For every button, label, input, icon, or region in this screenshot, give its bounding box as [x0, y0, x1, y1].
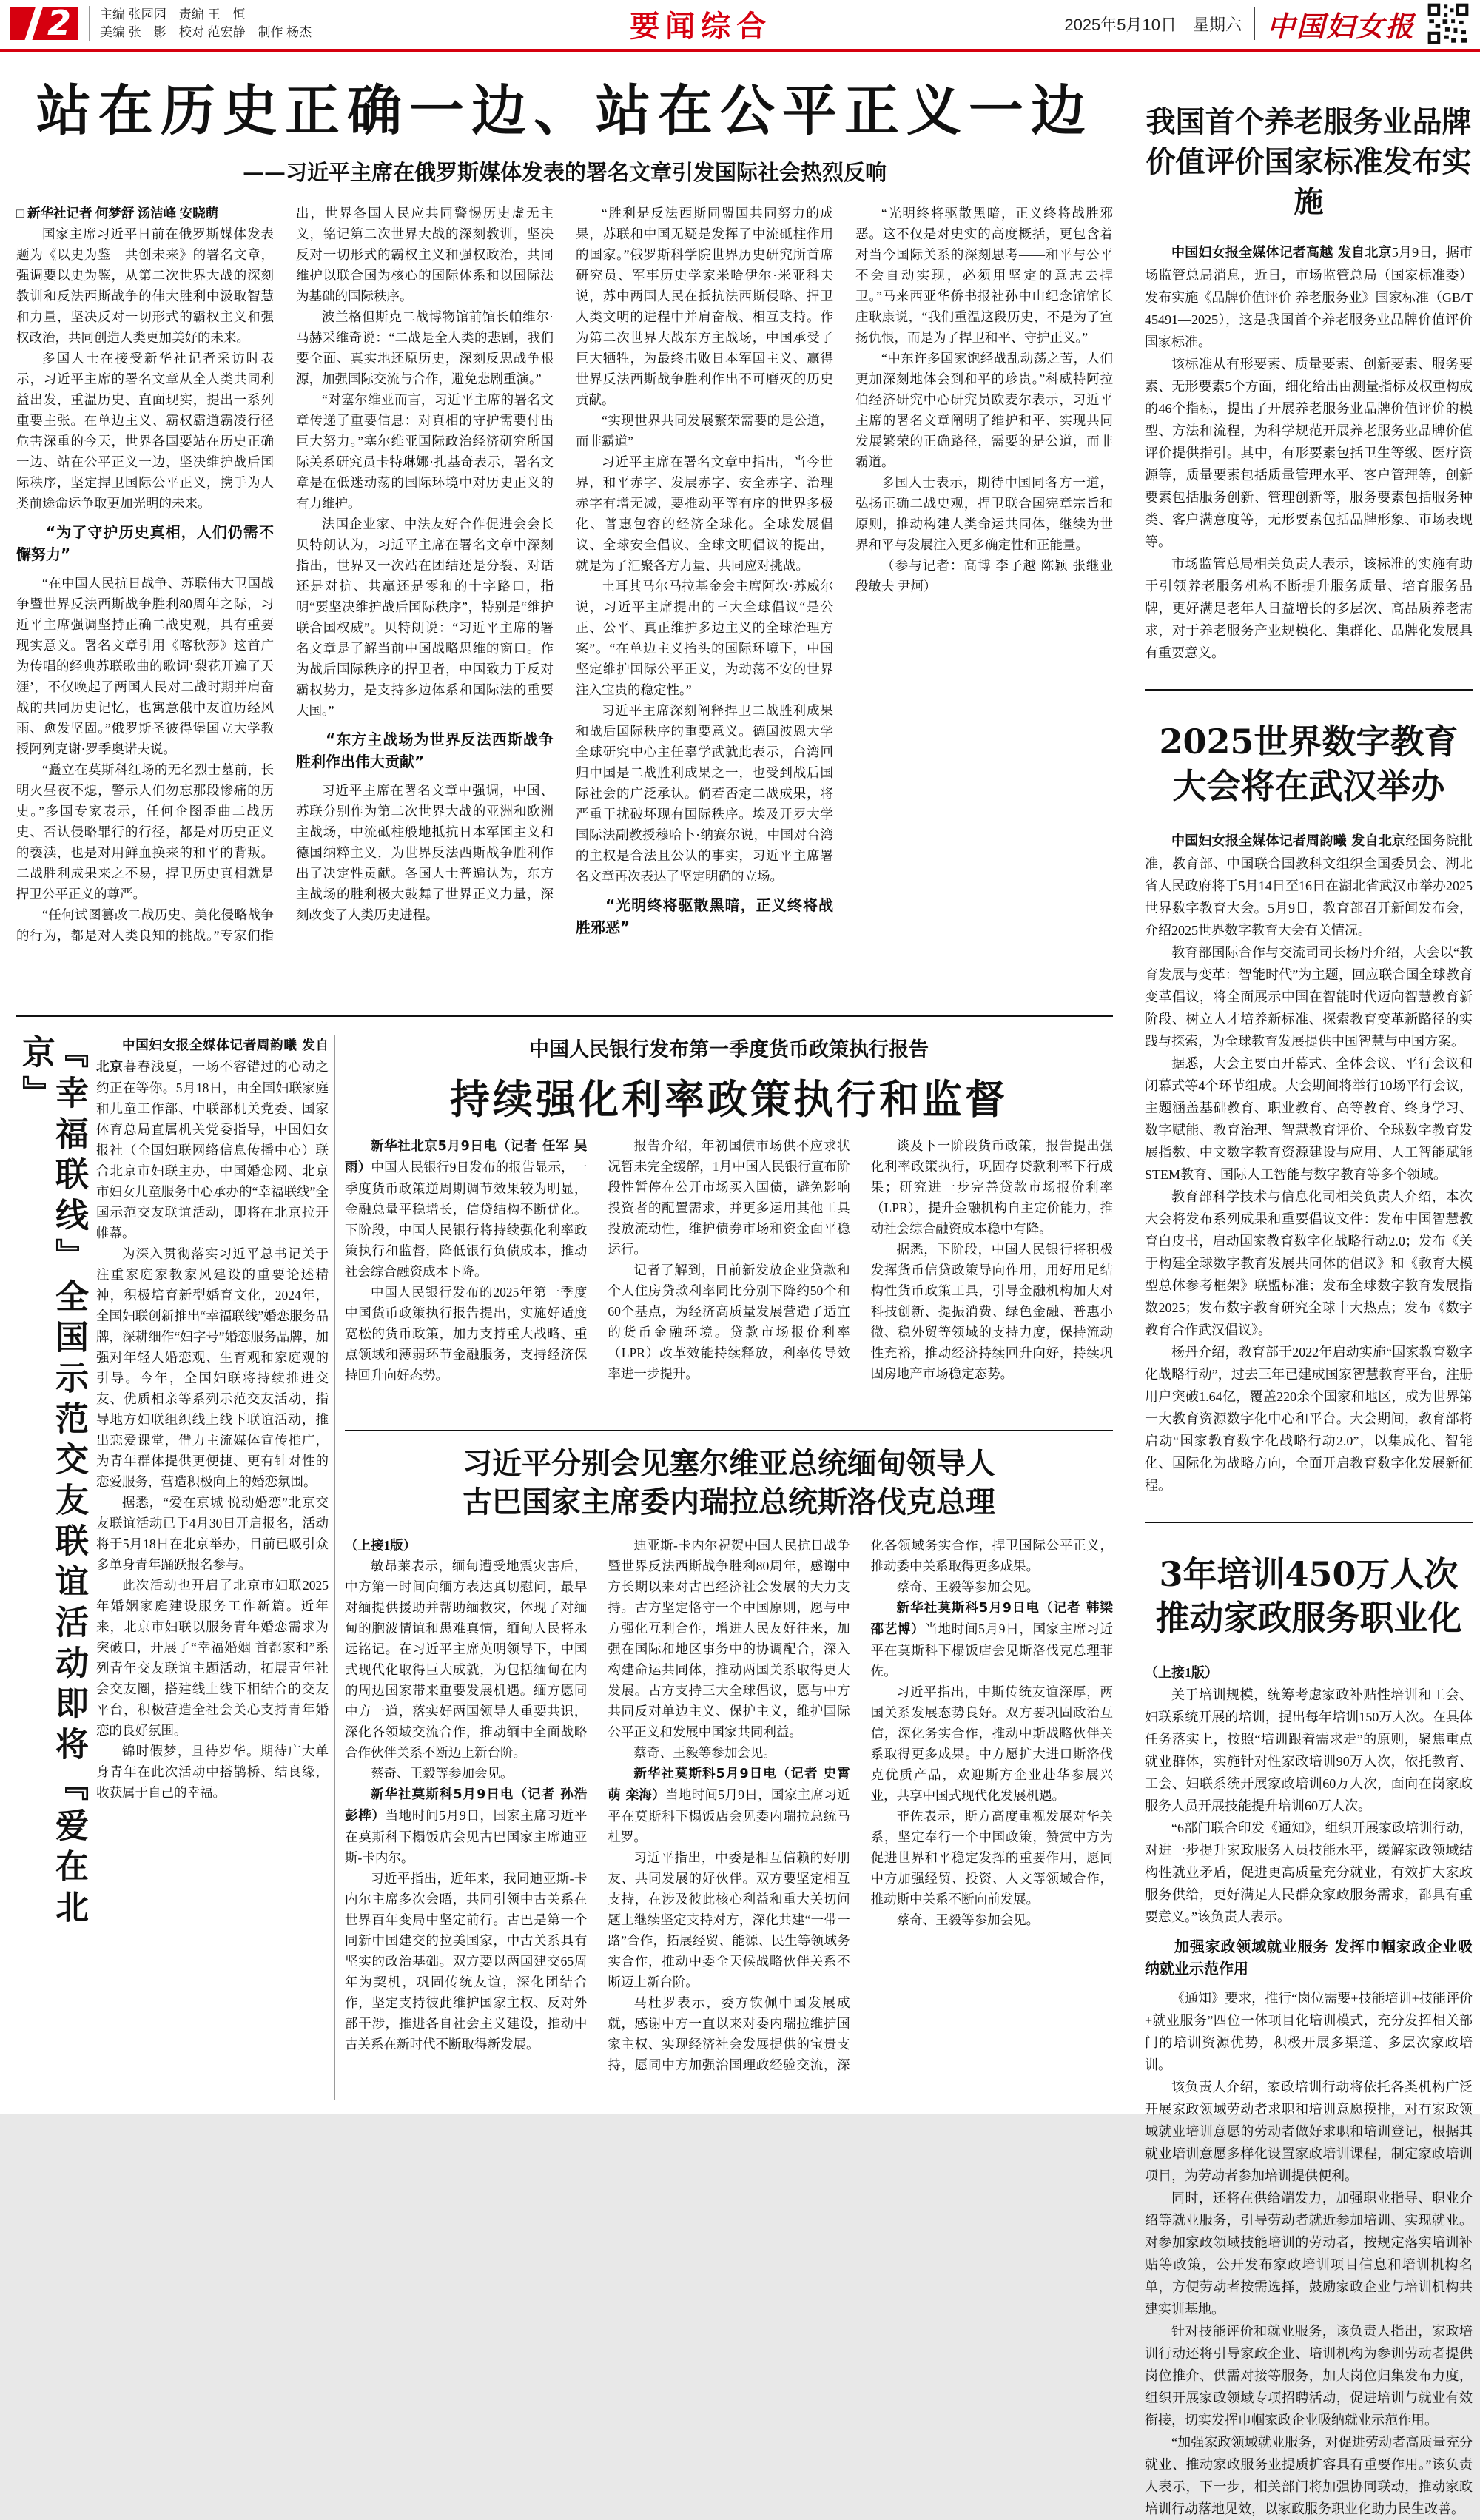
paragraph: 加强家政领域就业服务 发挥巾帼家政企业吸纳就业示范作用: [1145, 1938, 1473, 1978]
masthead-red-rule: [0, 49, 1480, 52]
paragraph: 菲佐表示，斯方高度重视发展对华关系，坚定奉行一个中国政策，赞赏中方为促进世界和平稳定发挥的重要作用，愿同中方加强经贸、投资、人文等领域合作，推动斯中关系不断向前发展。: [870, 1809, 1113, 1906]
paragraph: 新华社莫斯科5月9日电（记者 韩梁 邵艺博）当地时间5月9日，国家主席习近平在莫斯科下榻饭店会见斯洛伐克总理菲佐。: [870, 1601, 1113, 1679]
paragraph: 记者了解到，目前新发放企业贷款和个人住房贷款利率同比分别下降约50个和60个基点，为经济高质量发展营造了适宜的货币金融环境。贷款市场报价利率（LPR）改革效能持续释放，利率传导效率进一步提升。: [608, 1263, 850, 1381]
elder-care-body: [1145, 241, 1473, 664]
meetings-article: [345, 1440, 1113, 2075]
meetings-headline: [345, 1445, 1113, 1522]
pboc-body-columns: [345, 1135, 1113, 1396]
paragraph: 据悉，大会主要由开幕式、全体会议、平行会议和闭幕式等4个环节组成。大会期间将举行10场平行会议，主题涵盖基础教育、职业教育、高等教育、终身学习、数字赋能、教育治理、智慧教育评价、全球数字教育发展指数、中文数字教育资源建设与应用、人工智能赋能STEM教育、国际人工智能与数字教育等多个领域。: [1145, 1055, 1473, 1182]
paragraph: 马杜罗表示，委方钦佩中国发展成就，感谢中方一直以来对委内瑞拉维护国家主权、实现经济社会发展提供的宝贵支持，愿同中方加强治国理政经验交流，深化各领域务实合作，捍卫国际公平正义，推动委中关系取得更多成果。: [608, 1538, 1113, 2072]
paragraph: “任何试图篡改二战历史、美化侵略战争的行为，都是对人类良知的挑战。”专家们指出，世界各国人民应共同警惕历史虚无主义，铭记第二次世界大战的深刻教训，坚决反对一切形式的霸权主义和强权政治，共同维护以联合国为核心的国际体系和以国际法为基础的国际秩序。: [16, 205, 554, 943]
paragraph: 据悉，“爱在京城 悦动婚恋”北京交友联谊活动已于4月30日开启报名，活动将于5月18日在北京举办，目前已吸引众多单身青年踊跃报名参与。: [96, 1495, 329, 1572]
staff-line-1: 主编 张园园 责编 王 恒: [100, 7, 246, 21]
page-number: 2: [47, 3, 71, 43]
paragraph: 关于培训规模，统筹考虑家政补贴性培训和工会、妇联系统开展的培训，提出每年培训150万人次。在具体任务落实上，按照“培训跟着需求走”的原则，聚焦重点就业群体，实施针对性家政培训90万人次，依托教育、工会、妇联系统开展家政培训60万人次，面向在岗家政服务人员开展技能提升培训60万人次。: [1145, 1687, 1473, 1814]
paragraph: 为深入贯彻落实习近平总书记关于注重家庭家教家风建设的重要论述精神，积极培育新型婚育文化，2024年，全国妇联创新推出“幸福联线”婚恋服务品牌，深耕细作“妇字号”婚恋服务品牌，加强对年轻人婚恋观、生育观和家庭观的引导。今年，全国妇联将持续推进交友、优质相亲等系列示范交友活动，指导地方妇联组织线上线下联谊活动，推出恋爱课堂，借力主流媒体宣传推广，为青年群体提供更便捷、更有针对性的恋爱服务，营造积极向上的婚恋氛围。: [96, 1246, 329, 1489]
paragraph: 市场监管总局相关负责人表示，该标准的实施有助于引领养老服务机构不断提升服务质量、培育服务品牌，更好满足老年人日益增长的多层次、高品质养老需求，对于养老服务产业规模化、集群化、品牌化发展具有重要意义。: [1145, 557, 1473, 660]
paragraph: 习近平主席深刻阐释捍卫二战胜利成果和战后国际秩序的重要意义。德国波恩大学全球研究中心主任辜学武就此表示，台湾回归中国是二战胜利成果之一，也受到战后国际社会的广泛承认。倘若否定二战成果，将严重干扰破坏现有国际秩序。埃及开罗大学国际法副教授穆哈卜·纳赛尔说，中国对台湾的主权是合法且公认的事实，习近平主席署名文章再次表达了坚定明确的立场。: [576, 702, 833, 884]
paragraph: 新华社北京5月9日电（记者 任军 吴雨）中国人民银行9日发布的报告显示，一季度货币政策逆周期调节效果较为明显，金融总量平稳增长，信贷结构不断优化。下阶段，中国人民银行将持续强化利率政策执行和监督，降低银行负债成本，推动社会综合融资成本下降。: [345, 1139, 588, 1279]
paragraph: “为了守护历史真相，人们仍需不懈努力”: [16, 523, 274, 563]
rail-divider-2: [1145, 1522, 1473, 1523]
paragraph: “光明终将驱散黑暗，正义终将战胜邪恶”: [576, 896, 833, 936]
paragraph: （上接1版）: [1145, 1665, 1218, 1681]
lead-deck: ——习近平主席在俄罗斯媒体发表的署名文章引发国际社会热烈反响: [242, 159, 887, 185]
paragraph: （参与记者：高博 李子越 陈颖 张继业 段敏夫 尹炣）: [855, 557, 1113, 594]
paragraph: 蔡奇、王毅等参加会见。: [633, 1745, 776, 1760]
staff-line-2: 美编 张 影 校对 范宏静 制作 杨杰: [100, 25, 312, 39]
housekeeping-headline-line1: 3年培训450万人次: [1159, 1553, 1459, 1594]
vertical-divider-left: [334, 1035, 335, 2100]
paragraph: “对塞尔维亚而言，习近平主席的署名文章传递了重要信息：对真相的守护需要付出巨大努力。”塞尔维亚国际政治经济研究所国际关系研究员卡特琳娜·扎基奇表示，署名文章是在低迷动荡的国际环境中对历史正义的有力维护。: [296, 392, 554, 511]
paragraph: “中东许多国家饱经战乱动荡之苦，人们更加深刻地体会到和平的珍贵。”科威特阿拉伯经济研究中心研究员欧麦尔表示，习近平主席的署名文章阐明了维护和平、实现共同发展繁荣的正确路径，需要的是公道，而非霸道。: [855, 350, 1113, 469]
paragraph: 教育部科学技术与信息化司相关负责人介绍，本次大会将发布系列成果和重要倡议文件：发布中国智慧教育白皮书，启动国家教育数字化战略行动2.0；发布《关于构建全球数字教育发展共同体的倡议》和《教育大模型总体参考框架》联盟标准；发布全球数字教育发展指数2025；发布数字教育研究全球十大热点；发布《数字教育合作武汉倡议》。: [1145, 1189, 1473, 1337]
paragraph: 敏昂莱表示，缅甸遭受地震灾害后，中方第一时间向缅方表达真切慰问，最早对缅提供援助并帮助缅救灾，体现了对缅甸的胞波情谊和患难真情，缅甸人民将永远铭记。在习近平主席英明领导下，中国式现代化取得巨大成就，为包括缅甸在内的周边国家带来重要发展机遇。缅方愿同中方一道，落实好两国领导人重要共识，深化各领域交流合作，推动缅中全面战略合作伙伴关系不断迈上新台阶。: [345, 1559, 588, 1760]
paragraph: 同时，还将在供给端发力，加强职业指导、职业介绍等就业服务，引导劳动者就近参加培训、实现就业。对参加家政领域技能培训的劳动者，按规定落实培训补贴等政策，公开发布家政培训项目信息和培训机构名单，方便劳动者按需选择，鼓励家政企业与培训机构共建实训基地。: [1145, 2191, 1473, 2317]
happiness-link-article: [16, 1035, 329, 2100]
lead-article: [16, 62, 1113, 947]
page-number-logo: [10, 3, 78, 43]
paragraph: 锦时假梦，且待岁华。期待广大单身青年在此次活动中搭鹊桥、结良缘，收获属于自己的幸福。: [96, 1744, 329, 1800]
lead-headline: 站在历史正确一边、站在公平正义一边: [36, 79, 1093, 143]
lead-body-columns: [16, 203, 1113, 947]
paragraph: 杨丹介绍，教育部于2022年启动实施“国家教育数字化战略行动”，过去三年已建成国家智慧教育平台，注册用户突破1.64亿，覆盖220余个国家和地区，成为世界第一大教育资源数字化中心和平台。大会期间，教育部将启动“国家教育数字化战略行动2.0”，以集成化、智能化、国际化为战略方向，全面开启教育数字化发展新征程。: [1145, 1344, 1473, 1493]
paragraph: 习近平指出，近年来，我同迪亚斯-卡内尔主席多次会晤，共同引领中古关系在世界百年变局中坚定前行。古巴是第一个同新中国建交的拉美国家，中古关系具有坚实的政治基础。双方要以两国建交65周年为契机，巩固传统友谊，深化团结合作，坚定支持彼此维护国家主权、反对外部干涉，推进各自社会主义建设，推动中古关系在新时代不断取得新发展。: [345, 1871, 588, 2052]
paragraph: 迪亚斯-卡内尔祝贺中国人民抗日战争暨世界反法西斯战争胜利80周年，感谢中方长期以来对古巴经济社会发展的大力支持。古方坚定恪守一个中国原则，愿与中方强化互利合作，增进人民友好往来，加强在国际和地区事务中的协调配合，深入构建命运共同体，推动两国关系取得更大发展。古方支持三大全球倡议，愿与中方共同反对单边主义、保护主义，维护国际公平正义和发展中国家共同利益。: [608, 1538, 850, 1739]
paragraph: 该标准从有形要素、质量要素、创新要素、服务要素、无形要素5个方面，细化给出由测量指标及权重构成的46个指标，提出了开展养老服务业品牌价值评价的模型、方法和流程，为科学规范开展养老服务业品牌价值评价提供指引。其中，有形要素包括卫生等级、医疗资源等，质量要素包括质量管理水平、客户管理等，创新要素包括服务创新、管理创新等，服务要素包括服务种类、客户满意度等，无形要素包括品牌形象、市场表现等。: [1145, 357, 1473, 549]
paragraph: “在中国人民抗日战争、苏联伟大卫国战争暨世界反法西斯战争胜利80周年之际，习近平主席强调坚持正确二战史观，具有重要现实意义。署名文章引用《喀秋莎》这首广为传唱的经典苏联歌曲的歌词‘梨花开遍了天涯’，不仅唤起了两国人民对二战时期并肩奋战的共同历史记忆，也寓意俄中友谊历经风雨、愈发坚固。”俄罗斯圣彼得堡国立大学教授阿列克谢·罗季奥诺夫说。: [16, 575, 274, 756]
elder-care-standard-article: [1145, 102, 1473, 664]
paragraph: 习近平指出，中委是相互信赖的好朋友、共同发展的好伙伴。双方要坚定相互支持，在涉及彼此核心利益和重大关切问题上继续坚定支持对方，深化共建“一带一路”合作，拓展经贸、能源、民生等领域务实合作，推动中委全天候战略伙伴关系不断迈上新台阶。: [608, 1850, 850, 1989]
happiness-vertical-headline: 『幸福联线』全国示范交友联谊活动即将『爱在北京』: [16, 1035, 89, 1930]
paragraph: “光明终将驱散黑暗，正义终将战胜邪恶。这不仅是对史实的高度概括，更包含着对当今国际关系的深刻思考——和平与公平不会自动实现，必须用坚定的意志去捍卫。”马来西亚华侨书报社孙中山纪念馆馆长庄耿康说，“我们重温这段历史，不是为了宣扬仇恨，而是为了捍卫和平、守护正义。”: [855, 205, 1113, 345]
paragraph: 习近平指出，中斯传统友谊深厚，两国关系发展态势良好。双方要巩固政治互信，深化务实合作，推动中斯战略伙伴关系取得更多成果。中方愿扩大进口斯洛伐克优质产品，欢迎斯方企业赴华参展兴业，共享中国式现代化发展机遇。: [870, 1684, 1113, 1803]
housekeeping-body: [1145, 1661, 1473, 2520]
paragraph: “矗立在莫斯科红场的无名烈士墓前，长明火昼夜不熄，警示人们勿忘那段惨痛的历史。”多国专家表示，任何企图歪曲二战历史、否认侵略罪行的行径，都是对历史正义的亵渎，也是对用鲜血换来的和平的背叛。二战胜利成果来之不易，捍卫历史真相就是捍卫公平正义的尊严。: [16, 762, 274, 901]
happiness-body: [96, 1035, 329, 2100]
paragraph: 波兰格但斯克二战博物馆前馆长帕维尔·马赫采维奇说：“二战是全人类的悲剧，我们要全面、真实地还原历史，深刻反思战争根源，加强国际交流与合作，避免悲剧重演。”: [296, 309, 554, 386]
housekeeping-headline: [1145, 1553, 1473, 1642]
horizontal-divider-middle: [345, 1430, 1113, 1431]
paragraph: 《通知》要求，推行“岗位需要+技能培训+技能评价+就业服务”四位一体项目化培训模式，充分发挥相关部门的培训资源优势，积极开展多渠道、多层次家政培训。: [1145, 1991, 1473, 2073]
pboc-report-article: [345, 1033, 1113, 1396]
paragraph: 针对技能评价和就业服务，该负责人指出，家政培训行动还将引导家政企业、培训机构为参训劳动者提供岗位推介、供需对接等服务，加大岗位归集发布力度，组织开展家政领域专项招聘活动，促进培训与就业有效衔接，切实发挥巾帼家政企业吸纳就业示范作用。: [1145, 2324, 1473, 2428]
digital-education-article: [1145, 720, 1473, 1496]
digital-education-body: [1145, 830, 1473, 1496]
header-divider: [1254, 7, 1255, 40]
paragraph: 习近平主席在署名文章中强调，中国、苏联分别作为第二次世界大战的亚洲和欧洲主战场，中流砥柱般地抵抗日本军国主义和德国纳粹主义，为世界反法西斯战争胜利作出了决定性贡献。各国人士普遍认为，东方主战场的胜利极大鼓舞了世界正义力量，深刻改变了人类历史进程。: [296, 782, 554, 922]
paragraph: 谈及下一阶段货币政策，报告提出强化利率政策执行，巩固存贷款利率下行成果；研究进一步完善贷款市场报价利率（LPR），提升金融机构自主定价能力，推动社会综合融资成本稳中有降。: [870, 1138, 1113, 1236]
pboc-headline: 持续强化利率政策执行和监督: [450, 1075, 1008, 1123]
paragraph: “东方主战场为世界反法西斯战争胜利作出伟大贡献”: [296, 730, 554, 770]
qr-code-icon: [1427, 2, 1470, 45]
newspaper-masthead: 中国妇女报: [1266, 11, 1415, 43]
staff-credits: [89, 6, 312, 41]
paragraph: 中国妇女报全媒体记者周韵曦 发自北京暮春浅夏，一场不容错过的心动之约正在等你。5月18日，由全国妇联家庭和儿童工作部、中联部机关党委、国家体育总局直属机关党委指导，中国妇女报社（全国妇联网络信息传播中心）联合北京市妇联主办，中国婚恋网、北京市妇女儿童服务中心承办的“幸福联线”全国示范交友联谊活动，即将在北京拉开帷幕。: [96, 1038, 329, 1240]
paragraph: “实现世界共同发展繁荣需要的是公道，而非霸道”: [576, 412, 833, 448]
paragraph: 该负责人介绍，家政培训行动将依托各类机构广泛开展家政领域劳动者求职和培训意愿摸排，对有家政领域就业培训意愿的劳动者做好求职和培训登记，根据其就业培训意愿多样化设置家政培训课程，制定家政培训项目，为劳动者参加培训提供便利。: [1145, 2080, 1473, 2184]
right-rail: [1131, 62, 1473, 2517]
page-header: [0, 0, 1480, 47]
horizontal-divider-main: [16, 1015, 1113, 1017]
digital-education-headline-line2: 大会将在武汉举办: [1172, 765, 1445, 806]
meetings-body-columns: [345, 1535, 1113, 2075]
paragraph: 蔡奇、王毅等参加会见。: [896, 1579, 1040, 1594]
paragraph: 多国人士表示，期待中国同各方一道，弘扬正确二战史观，捍卫联合国宪章宗旨和原则，推动构建人类命运共同体，继续为世界和平与发展注入更多确定性和正能量。: [855, 474, 1113, 552]
pboc-kicker: 中国人民银行发布第一季度货币政策执行报告: [529, 1038, 929, 1061]
paragraph: 据悉，下阶段，中国人民银行将积极发挥货币信贷政策导向作用，用好用足结构性货币政策工具，引导金融机构加大对科技创新、提振消费、绿色金融、普惠小微、稳外贸等领域的支持力度，保持流动性充裕，推动经济持续回升向好，持续巩固房地产市场稳定态势。: [870, 1242, 1113, 1381]
digital-education-headline: [1145, 720, 1473, 809]
meetings-headline-line1: 习近平分别会见塞尔维亚总统缅甸领导人: [462, 1446, 995, 1481]
rail-divider-1: [1145, 689, 1473, 691]
paragraph: 中国妇女报全媒体记者高越 发自北京5月9日，据市场监管总局消息，近日，市场监管总局（国家标准委）发布实施《品牌价值评价 养老服务业》国家标准（GB/T 45491—2025），这是我国首个养老服务业品牌价值评价国家标准。: [1145, 245, 1473, 349]
paragraph: 习近平主席在署名文章中指出，当今世界，和平赤字、发展赤字、安全赤字、治理赤字有增无减，要推动平等有序的世界多极化、普惠包容的经济全球化。全球发展倡议、全球安全倡议、全球文明倡议的提出，就是为了汇聚各方力量、共同应对挑战。: [576, 454, 833, 573]
paragraph: （上接1版）: [345, 1538, 417, 1553]
publication-date: 2025年5月10日 星期六: [1064, 15, 1242, 34]
section-title: 要闻综合: [630, 9, 773, 44]
header-right: [1064, 2, 1470, 45]
paragraph: “胜利是反法西斯同盟国共同努力的成果，苏联和中国无疑是发挥了中流砥柱作用的国家。”俄罗斯科学院世界历史研究所首席研究员、军事历史学家米哈伊尔·米亚科夫说，苏中两国人民在抵抗法西斯侵略、捍卫人类文明的进程中并肩奋战、相互支持。作为第二次世界大战东方主战场，中国承受了巨大牺牲，为最终击败日本军国主义、赢得世界反法西斯战争胜利作出不可磨灭的历史贡献。: [576, 205, 833, 407]
housekeeping-training-article: [1145, 1553, 1473, 2520]
paragraph: “加强家政领域就业服务，对促进劳动者高质量充分就业、推动家政服务业提质扩容具有重要作用。”该负责人表示，下一步，相关部门将加强协同联动，推动家政培训行动落地见效，以家政服务职业化助力民生改善。: [1145, 2435, 1473, 2517]
paragraph: 国家主席习近平日前在俄罗斯媒体发表题为《以史为鉴 共创未来》的署名文章，强调要以史为鉴，从第二次世界大战的深刻教训和反法西斯战争的伟大胜利中汲取智慧和力量，坚决反对一切形式的霸权主义和强权政治，共同创造人类更加美好的未来。: [16, 226, 274, 345]
paragraph: 蔡奇、王毅等参加会见。: [371, 1766, 514, 1781]
paragraph: 教育部国际合作与交流司司长杨丹介绍，大会以“教育发展与变革：智能时代”为主题，回应联合国全球教育变革倡议，将全面展示中国在智能时代迈向智慧教育新阶段、树立人才培养新标准、探索教育变革新路径的实践与探索，为全球教育发展提供中国智慧与中国方案。: [1145, 944, 1473, 1049]
paragraph: “6部门联合印发《通知》，组织开展家政培训行动，对进一步提升家政服务人员技能水平，缓解家政领域结构性就业矛盾，促进更高质量充分就业，有效扩大家政服务供给，更好满足人民群众家政服务需求，都具有重要意义。”该负责人表示。: [1145, 1821, 1473, 1925]
paragraph: 新华社莫斯科5月9日电（记者 史霄萌 栾海）当地时间5月9日，国家主席习近平在莫斯科下榻饭店会见委内瑞拉总统马杜罗。: [608, 1767, 850, 1844]
paragraph: 法国企业家、中法友好合作促进会会长贝特朗认为，习近平主席在署名文章中深刻指出，世界又一次站在团结还是分裂、对话还是对抗、共赢还是零和的十字路口，指明“要坚决维护战后国际秩序”，特别是“维护联合国权威”。贝特朗说：“习近平主席的署名文章是了解当前中国战略思维的窗口。作为战后国际秩序的捍卫者，中国致力于反对霸权势力，是支持多边体系和国际法的重要大国。”: [296, 516, 554, 718]
logo-slash-decoration: [22, 3, 44, 47]
digital-education-headline-line1: 2025世界数字教育: [1159, 722, 1459, 762]
paragraph: 此次活动也开启了北京市妇联2025年婚姻家庭建设服务工作新篇。近年来，北京市妇联以服务青年婚恋需求为突破口，开展了“幸福婚姻 首都家和”系列青年交友联谊主题活动，拓展青年社会交友圈，搭建线上线下相结合的交友平台，积极营造全社会关心支持青年婚恋的良好氛围。: [96, 1578, 329, 1738]
paragraph: 新华社莫斯科5月9日电（记者 孙浩 彭桦）当地时间5月9日，国家主席习近平在莫斯科下榻饭店会见古巴国家主席迪亚斯-卡内尔。: [345, 1787, 588, 1865]
paragraph: □ 新华社记者 何梦舒 汤洁峰 安晓萌: [16, 205, 219, 221]
paragraph: 蔡奇、王毅等参加会见。: [896, 1912, 1040, 1927]
paragraph: 中国人民银行发布的2025年第一季度中国货币政策执行报告提出，实施好适度宽松的货币政策，加力支持重大战略、重点领域和薄弱环节金融服务，支持经济保持回升向好态势。: [345, 1285, 588, 1382]
paragraph: 报告介绍，年初国债市场供不应求状况暂未完全缓解，1月中国人民银行宣布阶段性暂停在公开市场买入国债，避免影响投资者的配置需求，并更多运用其他工具投放流动性，维护债券市场和资金面平稳运行。: [608, 1138, 850, 1257]
housekeeping-headline-line2: 推动家政服务职业化: [1155, 1598, 1462, 1639]
paragraph: 多国人士在接受新华社记者采访时表示，习近平主席的署名文章从全人类共同利益出发，重温历史、直面现实，提出一系列重要主张。在单边主义、霸权霸道霸凌行径危害深重的今天，世界各国要站在历史正确一边、站在公平正义一边，坚决维护战后国际秩序，坚定捍卫国际公平正义，携手为人类前途命运争取更加光明的未来。: [16, 350, 274, 511]
meetings-headline-line2: 古巴国家主席委内瑞拉总统斯洛伐克总理: [462, 1485, 995, 1519]
paragraph: 土耳其马尔马拉基金会主席阿坎·苏威尔说，习近平主席提出的三大全球倡议“是公正、公平、真正维护多边主义的全球治理方案”。“在单边主义抬头的国际环境下，中国坚定维护国际公平正义，为动荡不安的世界注入宝贵的稳定性。”: [576, 578, 833, 697]
paragraph: 中国妇女报全媒体记者周韵曦 发自北京经国务院批准，教育部、中国联合国教科文组织全国委员会、湖北省人民政府将于5月14日至16日在湖北省武汉市举办2025世界数字教育大会。5月9日，教育部召开新闻发布会，介绍2025世界数字教育大会有关情况。: [1145, 833, 1473, 938]
elder-care-headline: 我国首个养老服务业品牌价值评价国家标准发布实施: [1146, 104, 1472, 219]
